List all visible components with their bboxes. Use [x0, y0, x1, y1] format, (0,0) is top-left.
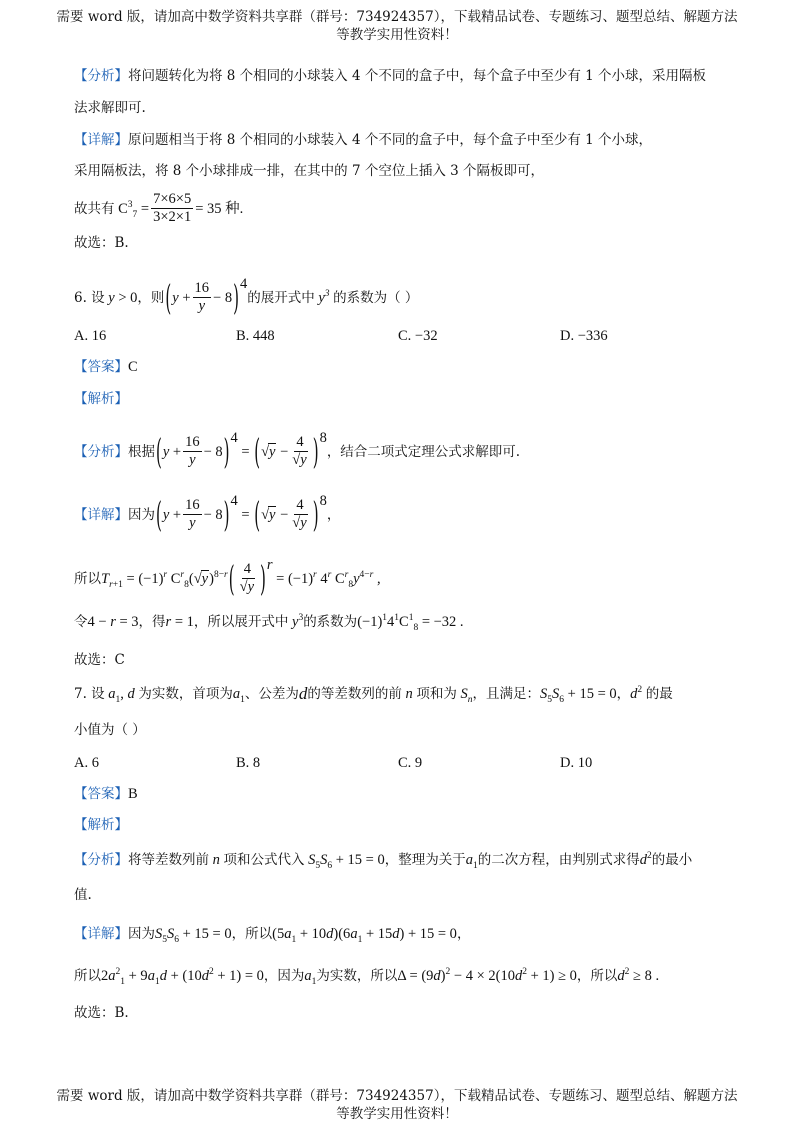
q6-detail-comma: ， [326, 506, 341, 523]
q5-fraction [151, 191, 193, 226]
q6-let-pre: 令 [74, 614, 88, 630]
q7-answer: B [128, 786, 138, 802]
analysis-tag: 【分析】 [74, 852, 128, 868]
q7-analysis-line-1: 【分析】 将等差数列前 n 项和公式代入 $S_5S_6 + 15 = 0$ ，整理为关于 $a_1$ 的二次方程，由判别式求得 $d^2$ 的最小 [74, 851, 693, 871]
q5-analysis-line-1 [74, 66, 706, 86]
q6-stem-end: 的系数为（ ） [333, 289, 419, 306]
q6-stem-post: 的展开式中 [247, 289, 315, 306]
q5-detail-line-1 [74, 130, 652, 150]
q5-detail-text-2: 采用隔板法，将 8 个小球排成一排，在其中的 7 个空位上插入 3 个隔板即可， [74, 163, 545, 179]
q7-detail-t1: 因为 [128, 926, 155, 942]
q6-option-c: C. −32 [398, 328, 438, 344]
q5-analysis-text-1: 将问题转化为将 8 个相同的小球装入 4 个不同的盒子中，每个盒子中至少有 1 个小球，采用隔板 [128, 68, 707, 84]
q7-analysis-t3: ，整理为关于 [384, 852, 466, 868]
q7-stem-t4: 项和为 [416, 686, 457, 702]
q7-option-b: B. 8 [236, 755, 261, 771]
page-footer [40, 1087, 754, 1123]
q7-options [74, 753, 674, 773]
q5-combination: $C^3_7$ = [114, 199, 150, 220]
q6-stem: 6. 设 y > 0 ，则 ( y + $\frac{16}{y}$ − 8 ) $^4$ 的展开式中 $y^3$ 的系数为（ ） [74, 275, 419, 319]
q7-explain-tag: 【解析】 [74, 817, 128, 833]
q6-stem-pre: 6. 设 [74, 289, 105, 306]
q7-stem-pre: 7. 设 [74, 686, 105, 702]
q7-stem-t2: 、公差为 [244, 686, 299, 702]
q6-let-line: 令 4 − r = 3 ，得 r = 1 ，所以展开式中 $y^3$ 的系数为 $(-1)^14^1C^1_8 = -32$ . [74, 613, 464, 633]
q6-option-b: B. 448 [236, 328, 275, 344]
q7-analysis-t1: 将等差数列前 [128, 852, 209, 868]
q7-stem-t6: ， [616, 686, 631, 702]
q6-general-pre: 所以 [74, 570, 101, 587]
answer-tag: 【答案】 [74, 786, 128, 802]
analysis-tag: 【分析】 [74, 68, 128, 84]
q7-option-d: D. 10 [560, 755, 593, 771]
detail-tag: 【详解】 [74, 506, 128, 523]
q7-detail-line-2: 所以 $2a^2_1 + 9a_1d + (10d^2 + 1) = 0$ ，因为 $a_1$ 为实数，所以 $\Delta = (9d)^2 - 4 \times 2(10d^2 + 1) \ge 0$ ，所以 $d^2 \ge 8$ . [74, 967, 660, 987]
q7-analysis-t2: 项和公式代入 [223, 852, 305, 868]
q5-detail-line-2 [74, 161, 544, 181]
q6-option-a: A. 16 [74, 328, 107, 344]
q6-let-mid2: ，所以展开式中 [193, 614, 289, 630]
q7-option-a: A. 6 [74, 755, 99, 771]
header-line-2: 等教学实用性资料！ [336, 27, 458, 43]
q6-conclusion: 故选：C [74, 652, 125, 668]
q7-option-c: C. 9 [398, 755, 423, 771]
q7-stem-t7: 的最 [645, 686, 673, 702]
q7-detail-line-1: 【详解】 因为 $S_5S_6 + 15 = 0$ ，所以 $(5a_1 + 10d)(6a_1 + 15d) + 15 = 0$ ， [74, 926, 471, 945]
q5-conclusion: 故选：B. [74, 235, 129, 251]
footer-line-1: 需要 word 版，请加高中数学资料共享群（群号：734924357），下载精品试卷、专题练习、题型总结、解题方法 [56, 1088, 738, 1104]
q5-fraction-denominator: 3×2×1 [153, 209, 192, 225]
q7-analysis-t4: 的二次方程，由判别式求得 [477, 852, 640, 868]
answer-tag: 【答案】 [74, 359, 128, 375]
q5-analysis-text-2: 法求解即可. [74, 100, 146, 116]
q7-stem-t1: 为实数，首项为 [138, 686, 233, 702]
q7-detail2-t1: 所以 [74, 968, 101, 984]
q6-analysis-pre: 根据 [128, 443, 155, 460]
header-line-1: 需要 word 版，请加高中数学资料共享群（群号：734924357），下载精品试卷、专题练习、题型总结、解题方法 [56, 9, 738, 25]
q7-stem-line-2: 小值为（ ） [74, 722, 146, 738]
q5-detail-text-3: 故共有 [74, 200, 115, 217]
detail-tag: 【详解】 [74, 132, 128, 148]
detail-tag: 【详解】 [74, 926, 128, 942]
q5-result: = 35 种. [195, 200, 244, 217]
q5-fraction-numerator: 7×6×5 [153, 191, 192, 207]
q6-options [74, 326, 674, 346]
footer-line-2: 等教学实用性资料！ [336, 1106, 458, 1122]
q6-general-term-line: 所以 $T_{r+1} = (-1)^r$ $C^r_8(√y)^{8-r}$ ( $\frac{4}{√y}$ ) $^r$ = $(-1)^r$ 4$^r$ $C^r_8y^{4-r}$ , [74, 556, 381, 600]
q5-detail-line-3 [74, 191, 243, 226]
q6-condition: y [104, 289, 115, 306]
q6-answer-line [74, 357, 138, 377]
q6-let-mid3: 的系数为 [303, 614, 358, 630]
q6-stem-mid: ，则 [137, 289, 165, 306]
q6-let-mid: ，得 [138, 614, 166, 630]
q6-answer: C [128, 359, 138, 375]
q6-detail-line: 【详解】 因为 ( y + $\frac{16}{y}$ − 8 ) $^4$ = ( √y − $\frac{4}{√y}$ ) $^8$ ， [74, 492, 341, 536]
q7-detail2-t3: 为实数，所以 [316, 968, 398, 984]
analysis-tag: 【分析】 [74, 443, 128, 460]
q7-stem-t5: ，且满足： [472, 686, 541, 702]
q6-fraction: $\frac{16}{y}$ [194, 280, 210, 314]
q6-general-term: $T_{r+1} = (-1)^r$ $C^r_8(√y)^{8-r}$ [101, 569, 228, 590]
q7-detail-t2: ，所以 [231, 926, 273, 942]
q7-analysis-t5: 的最小 [651, 852, 693, 868]
page-header [40, 8, 754, 44]
q6-analysis-line: 【分析】 根据 ( y + $\frac{16}{y}$ − 8 ) $^4$ = ( √y − $\frac{4}{√y}$ ) $^8$ ，结合二项式定理公式求解即可. [74, 429, 521, 473]
q7-answer-line [74, 784, 138, 804]
q6-detail-pre: 因为 [128, 506, 155, 523]
q5-analysis-line-2 [74, 98, 146, 118]
q6-explain-tag: 【解析】 [74, 391, 128, 407]
q7-stem-line-1: 7. 设 $a_1$, d 为实数，首项为 $a_1$ 、公差为 d 的等差数列的前 n 项和为 $S_n$ ，且满足： $S_5S_6 + 15 = 0$ ， $d^2$ 的最 [74, 684, 673, 705]
q7-stem-t3: 的等差数列的前 [307, 686, 402, 702]
q7-conclusion: 故选：B. [74, 1005, 129, 1021]
q6-option-d: D. −336 [560, 328, 608, 344]
q7-detail2-t2: ，因为 [263, 968, 305, 984]
q7-analysis-line-2: 值. [74, 887, 92, 903]
q5-detail-text-1: 原问题相当于将 8 个相同的小球装入 4 个不同的盒子中，每个盒子中至少有 1 个小球， [128, 132, 653, 148]
q7-detail-t3: ， [456, 926, 471, 942]
q7-detail2-t4: ，所以 [576, 968, 618, 984]
q6-analysis-post: ，结合二项式定理公式求解即可. [326, 443, 521, 460]
